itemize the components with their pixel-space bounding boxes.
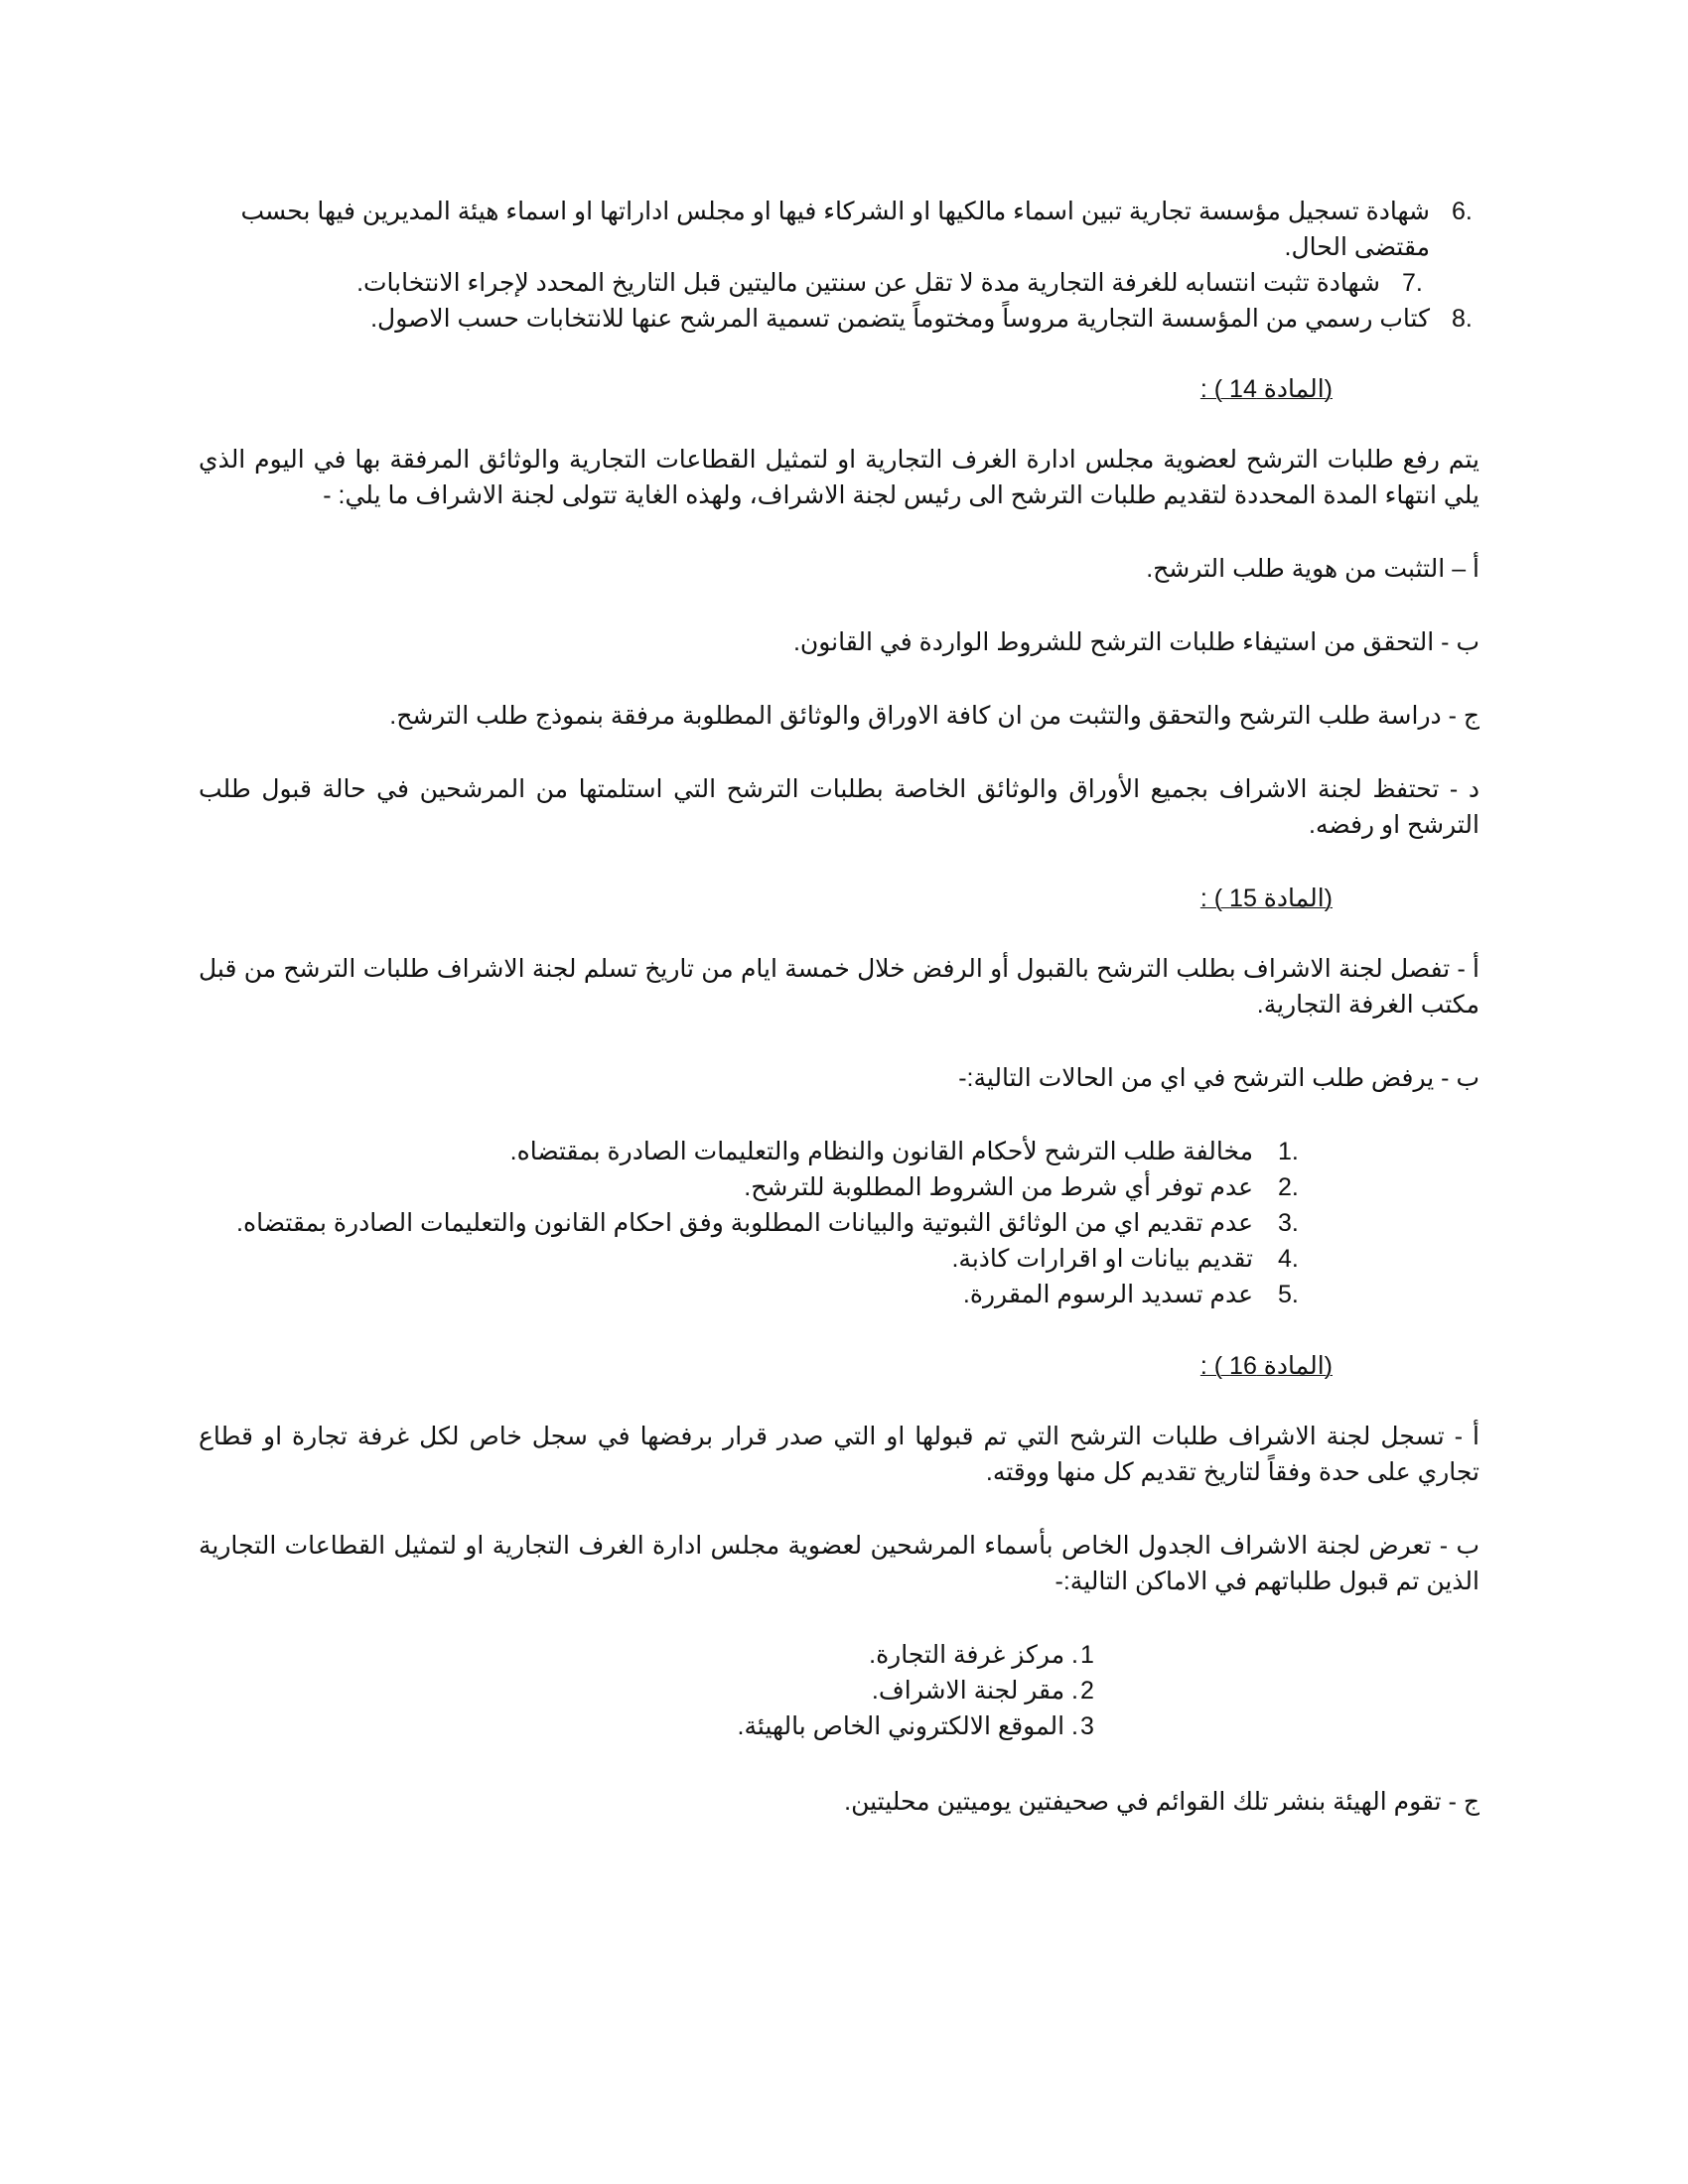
list-text: عدم تقديم اي من الوثائق الثبوتية والبيانات المطلوبة وفق احكام القانون والتعليمات الصادرة بمقتضاه. [236, 1209, 1253, 1237]
article-14-heading: (المادة 14 ) : [1199, 375, 1333, 403]
list-item [199, 1205, 1306, 1241]
list-text: شهادة تسجيل مؤسسة تجارية تبين اسماء مالكيها او الشركاء فيها او مجلس اداراتها او اسماء هيئة المديرين فيها بحسب مقتضى الحال. [240, 198, 1430, 261]
list-item [199, 194, 1479, 265]
list-number: 2. [1278, 1173, 1299, 1201]
list-number: 1 [1080, 1641, 1094, 1669]
article-15-para-b: ب - يرفض طلب الترشح في اي من الحالات التالية:- [958, 1064, 1479, 1092]
article-14-intro: يتم رفع طلبات الترشح لعضوية مجلس ادارة الغرف التجارية او لتمثيل القطاعات التجارية والوثائق المرفقة بها في اليوم الذي يلي انتهاء المدة المحددة لتقديم طلبات الترشح الى رئيس لجنة الاشراف، ولهذه الغاية تتولى لجنة الاشراف ما يلي: - [199, 446, 1479, 509]
display-places-list [199, 1637, 1479, 1744]
list-text: مخالفة طلب الترشح لأحكام القانون والنظام والتعليمات الصادرة بمقتضاه. [509, 1138, 1253, 1165]
list-number: 1. [1278, 1138, 1299, 1165]
list-number: 8. [1452, 305, 1473, 333]
list-item [199, 1134, 1306, 1169]
list-item [199, 1637, 1102, 1673]
top-numbered-list [199, 194, 1479, 337]
list-number: 4. [1278, 1245, 1299, 1273]
list-text: عدم توفر أي شرط من الشروط المطلوبة للترشح. [744, 1173, 1253, 1201]
list-text: . مركز غرفة التجارة. [869, 1641, 1078, 1669]
article-14-item-a: أ – التثبت من هوية طلب الترشح. [1146, 555, 1479, 583]
article-16-para-c: ج - تقوم الهيئة بنشر تلك القوائم في صحيفتين يوميتين محليتين. [844, 1788, 1479, 1816]
list-item [199, 1673, 1102, 1708]
list-item [199, 1169, 1306, 1205]
list-number: 6. [1452, 198, 1473, 225]
list-number: 2 [1080, 1677, 1094, 1705]
list-text: . مقر لجنة الاشراف. [871, 1677, 1078, 1705]
list-text: شهادة تثبت انتسابه للغرفة التجارية مدة لا تقل عن سنتين ماليتين قبل التاريخ المحدد لإجراء الانتخابات. [356, 269, 1380, 297]
article-14-item-c: ج - دراسة طلب الترشح والتحقق والتثبت من ان كافة الاوراق والوثائق المطلوبة مرفقة بنموذج طلب الترشح. [389, 702, 1479, 730]
list-item [199, 1708, 1102, 1744]
list-text: تقديم بيانات او اقرارات كاذبة. [951, 1245, 1253, 1273]
list-text: كتاب رسمي من المؤسسة التجارية مروساً ومختوماً يتضمن تسمية المرشح عنها للانتخابات حسب الاصول. [370, 305, 1430, 333]
article-15-heading: (المادة 15 ) : [1199, 885, 1333, 912]
article-16-heading: (المادة 16 ) : [1199, 1352, 1333, 1380]
article-14-item-d: د - تحتفظ لجنة الاشراف بجميع الأوراق والوثائق الخاصة بطلبات الترشح التي استلمتها من المرشحين في حالة قبول طلب الترشح او رفضه. [199, 775, 1479, 839]
article-15-para-a: أ - تفصل لجنة الاشراف بطلب الترشح بالقبول أو الرفض خلال خمسة ايام من تاريخ تسلم لجنة الاشراف طلبات الترشح من قبل مكتب الغرفة التجارية. [199, 955, 1479, 1019]
rejection-reasons-list [199, 1134, 1479, 1312]
article-16-para-b: ب - تعرض لجنة الاشراف الجدول الخاص بأسماء المرشحين لعضوية مجلس ادارة الغرف التجارية او لتمثيل القطاعات التجارية الذين تم قبول طلباتهم في الاماكن التالية:- [199, 1532, 1479, 1595]
article-14-item-b: ب - التحقق من استيفاء طلبات الترشح للشروط الواردة في القانون. [792, 628, 1479, 656]
list-item [199, 301, 1479, 337]
list-text: عدم تسديد الرسوم المقررة. [962, 1281, 1253, 1308]
list-number: 3 [1080, 1712, 1094, 1740]
list-number: 5. [1278, 1281, 1299, 1308]
list-number: 7. [1402, 269, 1423, 297]
list-text: . الموقع الالكتروني الخاص بالهيئة. [737, 1712, 1078, 1740]
list-item [199, 1277, 1306, 1312]
list-item [199, 1241, 1306, 1277]
document-page [199, 194, 1479, 1857]
article-16-para-a: أ - تسجل لجنة الاشراف طلبات الترشح التي تم قبولها او التي صدر قرار برفضها في سجل خاص لكل غرفة تجارة او قطاع تجاري على حدة وفقاً لتاريخ تقديم كل منها ووقته. [199, 1423, 1479, 1486]
list-number: 3. [1278, 1209, 1299, 1237]
list-item [199, 265, 1479, 301]
